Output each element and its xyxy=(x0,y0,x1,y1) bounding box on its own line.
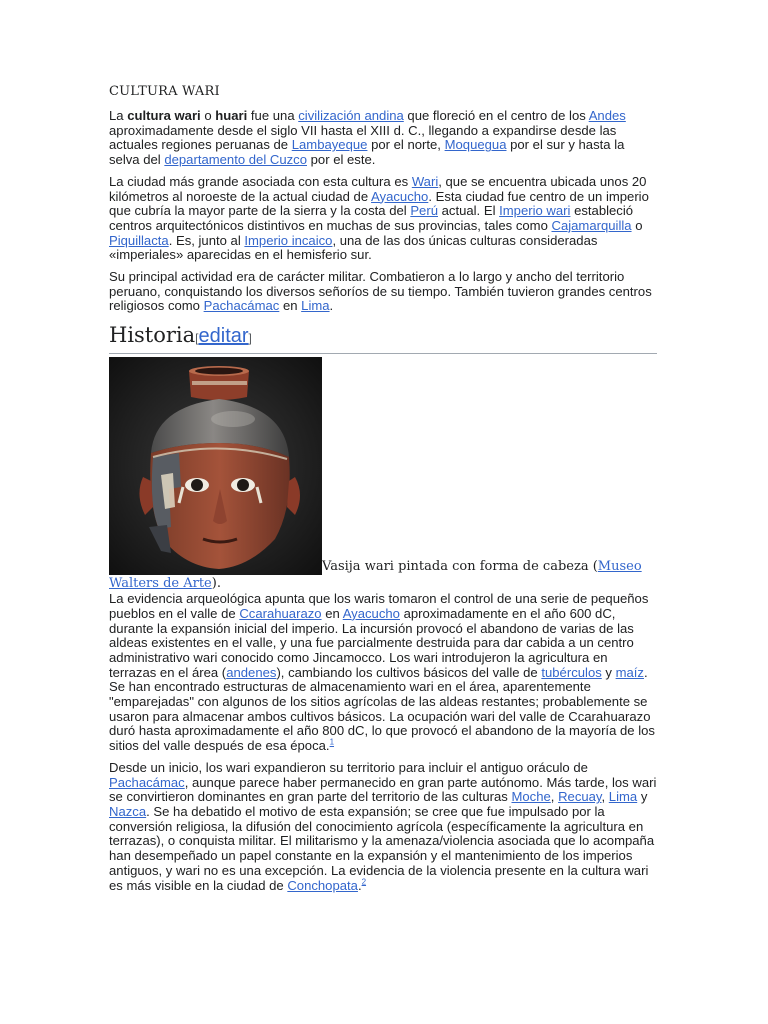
text: en xyxy=(279,298,302,314)
text: La ciudad más grande asociada con esta cultura es xyxy=(109,173,412,189)
link-nazca[interactable]: Nazca xyxy=(109,803,147,819)
link-departamento-cuzco[interactable]: departamento del Cuzco xyxy=(164,152,307,168)
figure xyxy=(109,357,657,592)
text: actual. El xyxy=(437,203,500,219)
text: . Se ha debatido el motivo de esta expansión; se cree que fue impulsado por la conversión religiosa, la difusión del conocimiento agrícola (específicamente la agricultura en terrazas), o conquista militar. El militarismo y la amenaza/violencia asociada que lo acompaña han desempeñado un papel constante en la expansión y el mantenimiento de los imperios antiguos, y wari no es una excepción. La evidencia de la violencia presente en la cultura wari es más visible en la ciudad de xyxy=(109,803,655,893)
link-civilizacion-andina[interactable]: civilización andina xyxy=(298,108,404,123)
link-ccarahuarazo[interactable]: Ccarahuarazo xyxy=(239,605,322,621)
intro-paragraph-3 xyxy=(109,270,657,314)
caption-text: ). xyxy=(211,576,221,592)
text: por el norte, xyxy=(367,137,445,153)
link-moche[interactable]: Moche xyxy=(511,789,551,805)
text: . Esta ciudad fue centro de un imperio que cubría la mayor parte de la sierra y la costa del xyxy=(109,188,649,219)
text: por el este. xyxy=(307,152,376,168)
document-title: CULTURA WARI xyxy=(109,84,220,99)
history-paragraph-1 xyxy=(109,592,657,754)
text: La evidencia arqueológica apunta que los waris tomaron el control de una serie de pequeños pueblos en el valle de xyxy=(109,591,649,621)
intro-paragraph-2 xyxy=(109,175,657,263)
caption-text: Vasija wari pintada con forma de cabeza ( xyxy=(322,559,598,575)
reference-2[interactable]: 2 xyxy=(361,877,367,887)
link-imperio-wari[interactable]: Imperio wari xyxy=(499,203,571,219)
text: que floreció en el centro de los xyxy=(403,108,589,123)
text: Su principal actividad era de carácter militar. Combatieron a lo largo y ancho del territorio peruano, conquistando los diversos señoríos de su tiempo. También tuvieron grandes centros religiosos como xyxy=(109,269,652,314)
link-maiz[interactable]: maíz xyxy=(615,664,644,680)
vessel-head-image[interactable] xyxy=(109,357,322,575)
link-conchopata[interactable]: Conchopata xyxy=(287,877,358,893)
link-recuay[interactable]: Recuay xyxy=(558,789,602,805)
link-lima[interactable]: Lima xyxy=(301,298,330,314)
link-cajamarquilla[interactable]: Cajamarquilla xyxy=(551,217,632,233)
text: fue una xyxy=(247,108,299,123)
link-piquillacta[interactable]: Piquillacta xyxy=(109,232,169,248)
link-lima-2[interactable]: Lima xyxy=(608,789,638,805)
link-tuberculos[interactable]: tubérculos xyxy=(541,664,602,680)
link-imperio-incaico[interactable]: Imperio incaico xyxy=(244,232,333,248)
link-ayacucho[interactable]: Ayacucho xyxy=(371,188,429,204)
text: , una de las dos únicas culturas consideradas «imperiales» aparecidas en el hemisferio sur. xyxy=(109,232,598,263)
text: estableció centros arquitectónicos distintivos en muchas de sus provincias, tales como xyxy=(109,203,634,233)
section-heading-historia xyxy=(109,322,657,354)
text: en xyxy=(321,605,343,621)
link-ayacucho-2[interactable]: Ayacucho xyxy=(342,605,400,621)
text: o xyxy=(200,108,216,123)
link-andes[interactable]: Andes xyxy=(588,108,626,123)
link-peru[interactable]: Perú xyxy=(410,203,438,219)
bold-term-cultura-wari: cultura wari xyxy=(127,108,201,123)
text: La xyxy=(109,108,128,123)
bold-term-huari: huari xyxy=(215,108,248,123)
text: . Es, junto al xyxy=(168,232,245,248)
link-moquegua[interactable]: Moquegua xyxy=(444,137,507,153)
section-heading-text: Historia xyxy=(109,323,196,348)
edit-section-link[interactable]: editar xyxy=(198,325,249,348)
text: . xyxy=(357,877,362,893)
text: , que se encuentra ubicada unos 20 kilómetros al noroeste de la actual ciudad de xyxy=(109,173,647,204)
link-lambayeque[interactable]: Lambayeque xyxy=(291,137,368,153)
edit-bracket-open: [ xyxy=(195,331,199,346)
text: . xyxy=(329,298,334,314)
link-museo-walters[interactable]: Museo Walters de Arte xyxy=(109,559,642,592)
text: aproximadamente desde el siglo VII hasta el XIII d. C., llegando a expandirse desde las actuales regiones peruanas de xyxy=(109,122,617,153)
text: aproximadamente en el año 600 dC, durante la expansión inicial del imperio. La incursión provocó el abandono de varias de las aldeas existentes en el valle, y una fue parcialmente destruida para dar cabida a un centro administrativo wari conocido como Jincamocco. Los wari introdujeron la agricultura en terrazas en el área ( xyxy=(109,605,634,680)
link-pachacamac[interactable]: Pachacámac xyxy=(203,298,280,314)
text: , aunque parece haber permanecido en gran parte autónomo. Más tarde, los wari se convirtieron dominantes en gran parte del territorio de las culturas xyxy=(109,774,657,805)
text: ), cambiando los cultivos básicos del valle de xyxy=(276,664,542,680)
text: y xyxy=(637,789,648,805)
text: y xyxy=(601,664,616,680)
edit-bracket-close: ] xyxy=(248,331,252,346)
link-wari[interactable]: Wari xyxy=(411,173,439,189)
text: , xyxy=(601,789,609,805)
reference-1[interactable]: 1 xyxy=(329,737,335,747)
link-andenes[interactable]: andenes xyxy=(226,664,277,680)
history-paragraph-2 xyxy=(109,761,657,893)
article xyxy=(109,84,657,900)
text: Desde un inicio, los wari expandieron su territorio para incluir el antiguo oráculo de xyxy=(109,759,588,775)
link-pachacamac-2[interactable]: Pachacámac xyxy=(109,774,185,790)
text: , xyxy=(550,789,559,805)
text: o xyxy=(631,217,643,233)
text: . Se han encontrado estructuras de almacenamiento wari en el área, aparentemente "emparejadas" con algunos de los sitios agrícolas de las aldeas restantes; probablemente se usaron para almacenar ambos cultivos básicos. La ocupación wari del valle de Ccarahuarazo duró hasta aproximadamente el año 800 dC, lo que provocó el abandono de la mayoría de los sitios del valle después de esa época. xyxy=(109,664,655,754)
intro-paragraph-1 xyxy=(109,109,657,168)
text: por el sur y hasta la selva del xyxy=(109,137,625,168)
